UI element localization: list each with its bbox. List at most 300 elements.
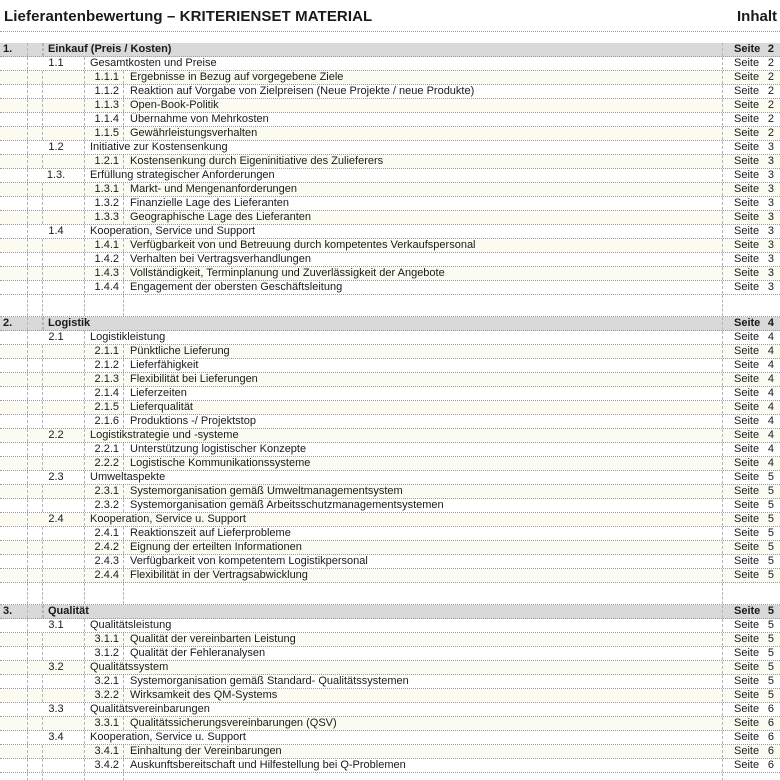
grid-cell	[28, 443, 43, 456]
page-number: 6	[767, 759, 774, 771]
grid-cell	[43, 85, 85, 98]
page-label: Seite	[734, 359, 760, 371]
grid-cell	[0, 113, 28, 126]
item-number: 2.1.1	[85, 345, 124, 358]
toc-row	[0, 429, 780, 443]
grid-cell	[28, 197, 43, 210]
grid-cell	[28, 155, 43, 168]
item-number: 1.1.2	[85, 85, 124, 98]
grid-cell	[28, 485, 43, 498]
page-number: 6	[767, 717, 774, 729]
item-number: 3.4.1	[85, 745, 124, 758]
grid-cell	[0, 225, 28, 238]
page-title: Lieferantenbewertung – KRITERIENSET MATERIAL	[4, 8, 373, 25]
grid-cell	[0, 211, 28, 224]
page-label: Seite	[734, 197, 760, 209]
section-number: 2.	[0, 317, 28, 330]
grid-cell	[43, 457, 85, 470]
item-title: Lieferqualität	[130, 401, 193, 413]
page-label: Seite	[734, 513, 760, 525]
item-title: Gewährleistungsverhalten	[130, 127, 258, 139]
item-number: 3.3.1	[85, 717, 124, 730]
grid-cell	[28, 675, 43, 688]
page-number: 5	[767, 689, 774, 701]
item-number: 2.4.4	[85, 569, 124, 582]
grid-cell	[722, 295, 780, 316]
grid-cell	[28, 633, 43, 646]
page-label: Seite	[734, 401, 760, 413]
item-number: 1.3.	[28, 169, 85, 182]
grid-cell	[43, 211, 85, 224]
toc-row	[0, 331, 780, 345]
item-title: Einhaltung der Vereinbarungen	[130, 745, 282, 757]
page-number: 6	[767, 731, 774, 743]
toc-row	[0, 647, 780, 661]
grid-cell	[0, 71, 28, 84]
item-number: 3.3	[28, 703, 85, 716]
toc-row	[0, 197, 780, 211]
item-number: 1.2	[28, 141, 85, 154]
toc-row	[0, 71, 780, 85]
item-number: 1.4.2	[85, 253, 124, 266]
toc-row	[0, 443, 780, 457]
item-title: Lieferzeiten	[130, 387, 187, 399]
toc-row	[0, 155, 780, 169]
page-number: 4	[767, 359, 774, 371]
toc-row	[0, 569, 780, 583]
item-title: Qualität der Fehleranalysen	[130, 647, 266, 659]
grid-cell	[28, 211, 43, 224]
item-title: Systemorganisation gemäß Standard- Qualitätssystemen	[130, 675, 409, 687]
grid-cell	[43, 745, 85, 758]
grid-cell	[28, 499, 43, 512]
page-ref	[722, 317, 780, 330]
grid-cell	[722, 773, 780, 780]
page-ref	[722, 429, 780, 442]
item-number: 2.1.6	[85, 415, 124, 428]
page-ref	[722, 113, 780, 126]
page-ref	[722, 71, 780, 84]
item-number: 1.2.1	[85, 155, 124, 168]
section-title: Qualität	[43, 605, 722, 618]
grid-cell	[0, 197, 28, 210]
page-label: Seite	[734, 415, 760, 427]
grid-cell	[28, 773, 43, 780]
toc-row	[0, 253, 780, 267]
toc-row	[0, 57, 780, 71]
grid-cell	[0, 387, 28, 400]
grid-cell	[28, 527, 43, 540]
grid-cell	[124, 295, 722, 316]
page-number: 4	[767, 317, 774, 329]
item-title: Übernahme von Mehrkosten	[130, 113, 269, 125]
item-title: Reaktion auf Vorgabe von Zielpreisen (Neue Projekte / neue Produkte)	[130, 85, 475, 97]
page-label: Seite	[734, 457, 760, 469]
page-number: 5	[767, 499, 774, 511]
page-ref	[722, 281, 780, 294]
item-title: Vollständigkeit, Terminplanung und Zuverlässigkeit der Angebote	[130, 267, 445, 279]
item-title: Kooperation, Service u. Support	[90, 513, 246, 525]
page-number: 3	[767, 211, 774, 223]
item-title: Verfügbarkeit von und Betreuung durch kompetentes Verkaufspersonal	[130, 239, 476, 251]
grid-cell	[0, 429, 28, 442]
grid-cell	[722, 583, 780, 604]
title-bar	[0, 0, 780, 32]
page-number: 3	[767, 225, 774, 237]
toc-row	[0, 401, 780, 415]
page-label: Seite	[734, 155, 760, 167]
grid-cell	[0, 569, 28, 582]
item-number: 2.4.2	[85, 541, 124, 554]
grid-cell	[28, 295, 43, 316]
page-ref	[722, 485, 780, 498]
grid-cell	[0, 267, 28, 280]
grid-cell	[28, 345, 43, 358]
grid-cell	[43, 415, 85, 428]
item-title: Ergebnisse in Bezug auf vorgegebene Ziele	[130, 71, 344, 83]
grid-cell	[28, 359, 43, 372]
page-number: 6	[767, 703, 774, 715]
page-number: 4	[767, 331, 774, 343]
page-label: Seite	[734, 99, 760, 111]
toc-row	[0, 541, 780, 555]
page-ref	[722, 499, 780, 512]
item-number: 2.3.2	[85, 499, 124, 512]
item-number: 2.3	[28, 471, 85, 484]
grid-cell	[0, 295, 28, 316]
page-ref	[722, 541, 780, 554]
blank-row	[0, 295, 780, 317]
page-ref	[722, 689, 780, 702]
item-number: 1.4.3	[85, 267, 124, 280]
page-ref	[722, 253, 780, 266]
grid-cell	[0, 745, 28, 758]
grid-cell	[0, 443, 28, 456]
toc-row	[0, 555, 780, 569]
grid-cell	[43, 633, 85, 646]
grid-cell	[28, 113, 43, 126]
page-number: 3	[767, 155, 774, 167]
item-title: Qualitätssystem	[90, 661, 169, 673]
section-header-row	[0, 43, 780, 57]
grid-cell	[0, 373, 28, 386]
page-ref	[722, 239, 780, 252]
page-label: Seite	[734, 113, 760, 125]
grid-cell	[28, 647, 43, 660]
item-title: Kooperation, Service und Support	[90, 225, 256, 237]
grid-cell	[43, 71, 85, 84]
page-label: Seite	[734, 317, 761, 329]
page-ref	[722, 647, 780, 660]
item-title: Systemorganisation gemäß Arbeitsschutzmanagementsystemen	[130, 499, 444, 511]
grid-cell	[28, 555, 43, 568]
item-number: 3.1.1	[85, 633, 124, 646]
item-title: Qualitätsvereinbarungen	[90, 703, 210, 715]
toc-row	[0, 731, 780, 745]
item-number: 3.1.2	[85, 647, 124, 660]
section-header-row	[0, 317, 780, 331]
toc-row	[0, 527, 780, 541]
page-number: 3	[767, 239, 774, 251]
page-ref	[722, 43, 780, 56]
page-label: Seite	[734, 661, 760, 673]
grid-cell	[0, 647, 28, 660]
item-number: 1.1.4	[85, 113, 124, 126]
toc-row	[0, 703, 780, 717]
grid-cell	[28, 717, 43, 730]
toc-row	[0, 127, 780, 141]
item-title: Qualitätssicherungsvereinbarungen (QSV)	[130, 717, 337, 729]
grid-cell	[28, 583, 43, 604]
page-number: 4	[767, 373, 774, 385]
page-label: Seite	[734, 633, 760, 645]
page-number: 5	[767, 633, 774, 645]
page-number: 4	[767, 457, 774, 469]
grid-cell	[28, 127, 43, 140]
grid-cell	[28, 267, 43, 280]
page-ref	[722, 457, 780, 470]
grid-cell	[28, 689, 43, 702]
grid-cell	[43, 373, 85, 386]
page-ref	[722, 415, 780, 428]
page-ref	[722, 471, 780, 484]
grid-cell	[43, 253, 85, 266]
grid-cell	[85, 773, 124, 780]
item-title: Erfüllung strategischer Anforderungen	[90, 169, 275, 181]
page-label: Seite	[734, 527, 760, 539]
item-title: Engagement der obersten Geschäftsleitung	[130, 281, 343, 293]
grid-cell	[0, 773, 28, 780]
grid-cell	[0, 689, 28, 702]
grid-cell	[43, 569, 85, 582]
grid-cell	[28, 759, 43, 772]
page-label: Seite	[734, 605, 761, 617]
toc-row	[0, 183, 780, 197]
toc-row	[0, 281, 780, 295]
grid-cell	[28, 541, 43, 554]
grid-cell	[0, 155, 28, 168]
toc-row	[0, 689, 780, 703]
page-label: Seite	[734, 717, 760, 729]
grid-cell	[28, 605, 43, 618]
grid-cell	[43, 113, 85, 126]
section-number: 3.	[0, 605, 28, 618]
grid-cell	[28, 317, 43, 330]
page-ref	[722, 731, 780, 744]
page-label: Seite	[734, 443, 760, 455]
page-label: Seite	[734, 127, 760, 139]
item-title: Flexibilität in der Vertragsabwicklung	[130, 569, 308, 581]
item-title: Kostensenkung durch Eigeninitiative des Zulieferers	[130, 155, 384, 167]
section-title: Logistik	[43, 317, 722, 330]
grid-cell	[28, 99, 43, 112]
grid-cell	[28, 569, 43, 582]
grid-cell	[0, 661, 28, 674]
toc-row	[0, 113, 780, 127]
toc-row	[0, 211, 780, 225]
page-number: 3	[767, 197, 774, 209]
page-number: 6	[767, 745, 774, 757]
grid-cell	[28, 387, 43, 400]
page-label: Seite	[734, 555, 760, 567]
grid-cell	[0, 57, 28, 70]
grid-cell	[0, 253, 28, 266]
item-title: Geographische Lage des Lieferanten	[130, 211, 312, 223]
toc-row	[0, 141, 780, 155]
page-label: Seite	[734, 471, 760, 483]
item-number: 2.1.3	[85, 373, 124, 386]
item-title: Reaktionszeit auf Lieferprobleme	[130, 527, 291, 539]
page-ref	[722, 225, 780, 238]
page-ref	[722, 57, 780, 70]
grid-cell	[0, 169, 28, 182]
toc-row	[0, 373, 780, 387]
grid-cell	[43, 183, 85, 196]
item-number: 1.4.4	[85, 281, 124, 294]
section-header-row	[0, 605, 780, 619]
grid-cell	[43, 541, 85, 554]
grid-cell	[43, 485, 85, 498]
page-ref	[722, 169, 780, 182]
grid-cell	[28, 71, 43, 84]
page-number: 4	[767, 345, 774, 357]
grid-cell	[0, 717, 28, 730]
page-ref	[722, 703, 780, 716]
grid-cell	[43, 281, 85, 294]
item-number: 2.2	[28, 429, 85, 442]
page-label: Seite	[734, 731, 760, 743]
page-number: 2	[767, 57, 774, 69]
item-title: Verfügbarkeit von kompetentem Logistikpersonal	[130, 555, 368, 567]
toc-row	[0, 457, 780, 471]
grid-cell	[43, 689, 85, 702]
grid-cell	[0, 499, 28, 512]
item-number: 1.3.3	[85, 211, 124, 224]
toc-row	[0, 759, 780, 773]
page-label: Seite	[734, 57, 760, 69]
page-ref	[722, 555, 780, 568]
blank-row	[0, 773, 780, 780]
page-ref	[722, 155, 780, 168]
grid-cell	[43, 647, 85, 660]
toc-row	[0, 267, 780, 281]
page-number: 4	[767, 401, 774, 413]
item-number: 1.3.2	[85, 197, 124, 210]
page-number: 4	[767, 443, 774, 455]
grid-cell	[43, 717, 85, 730]
toc-row	[0, 415, 780, 429]
grid-cell	[43, 267, 85, 280]
page-label: Seite	[734, 169, 760, 181]
page-label: Seite	[734, 387, 760, 399]
page-label: Seite	[734, 619, 760, 631]
item-title: Auskunftsbereitschaft und Hilfestellung bei Q-Problemen	[130, 759, 406, 771]
page-label: Seite	[734, 499, 760, 511]
item-title: Eignung der erteilten Informationen	[130, 541, 302, 553]
item-number: 1.4.1	[85, 239, 124, 252]
page-ref	[722, 527, 780, 540]
item-title: Wirksamkeit des QM-Systems	[130, 689, 278, 701]
grid-cell	[43, 401, 85, 414]
toc-row	[0, 745, 780, 759]
toc-row	[0, 499, 780, 513]
toc-heading: Inhalt	[737, 8, 777, 25]
page-label: Seite	[734, 253, 760, 265]
grid-cell	[0, 527, 28, 540]
page-label: Seite	[734, 281, 760, 293]
grid-cell	[0, 127, 28, 140]
item-title: Systemorganisation gemäß Umweltmanagementsystem	[130, 485, 403, 497]
toc-row	[0, 345, 780, 359]
toc-row	[0, 85, 780, 99]
page-ref	[722, 401, 780, 414]
item-title: Finanzielle Lage des Lieferanten	[130, 197, 290, 209]
grid-cell	[43, 387, 85, 400]
page-label: Seite	[734, 485, 760, 497]
page-number: 2	[767, 43, 774, 55]
section-title: Einkauf (Preis / Kosten)	[43, 43, 722, 56]
grid-cell	[43, 345, 85, 358]
item-number: 1.3.1	[85, 183, 124, 196]
toc-row	[0, 513, 780, 527]
page-label: Seite	[734, 703, 760, 715]
page-ref	[722, 267, 780, 280]
item-title: Open-Book-Politik	[130, 99, 219, 111]
page-ref	[722, 661, 780, 674]
page-number: 5	[767, 471, 774, 483]
item-number: 3.2.1	[85, 675, 124, 688]
grid-cell	[0, 359, 28, 372]
grid-cell	[0, 239, 28, 252]
grid-cell	[43, 759, 85, 772]
grid-cell	[43, 155, 85, 168]
item-title: Initiative zur Kostensenkung	[90, 141, 228, 153]
toc-row	[0, 485, 780, 499]
item-title: Pünktliche Lieferung	[130, 345, 230, 357]
page-number: 3	[767, 281, 774, 293]
item-title: Produktions -/ Projektstop	[130, 415, 256, 427]
page-label: Seite	[734, 373, 760, 385]
page-number: 4	[767, 415, 774, 427]
table-of-contents	[0, 43, 780, 780]
grid-cell	[0, 141, 28, 154]
page-number: 3	[767, 267, 774, 279]
grid-cell	[43, 127, 85, 140]
grid-cell	[0, 633, 28, 646]
page-label: Seite	[734, 85, 760, 97]
item-title: Logistische Kommunikationssysteme	[130, 457, 311, 469]
item-number: 1.4	[28, 225, 85, 238]
grid-cell	[28, 43, 43, 56]
toc-row	[0, 99, 780, 113]
grid-cell	[28, 183, 43, 196]
toc-row	[0, 225, 780, 239]
grid-cell	[0, 541, 28, 554]
grid-cell	[124, 773, 722, 780]
page-ref	[722, 717, 780, 730]
page-number: 3	[767, 169, 774, 181]
item-number: 1.1.3	[85, 99, 124, 112]
grid-cell	[43, 197, 85, 210]
page-ref	[722, 197, 780, 210]
page-label: Seite	[734, 429, 760, 441]
page-ref	[722, 373, 780, 386]
page-ref	[722, 633, 780, 646]
page-label: Seite	[734, 759, 760, 771]
item-number: 3.2	[28, 661, 85, 674]
page-number: 5	[767, 647, 774, 659]
item-title: Gesamtkosten und Preise	[90, 57, 217, 69]
